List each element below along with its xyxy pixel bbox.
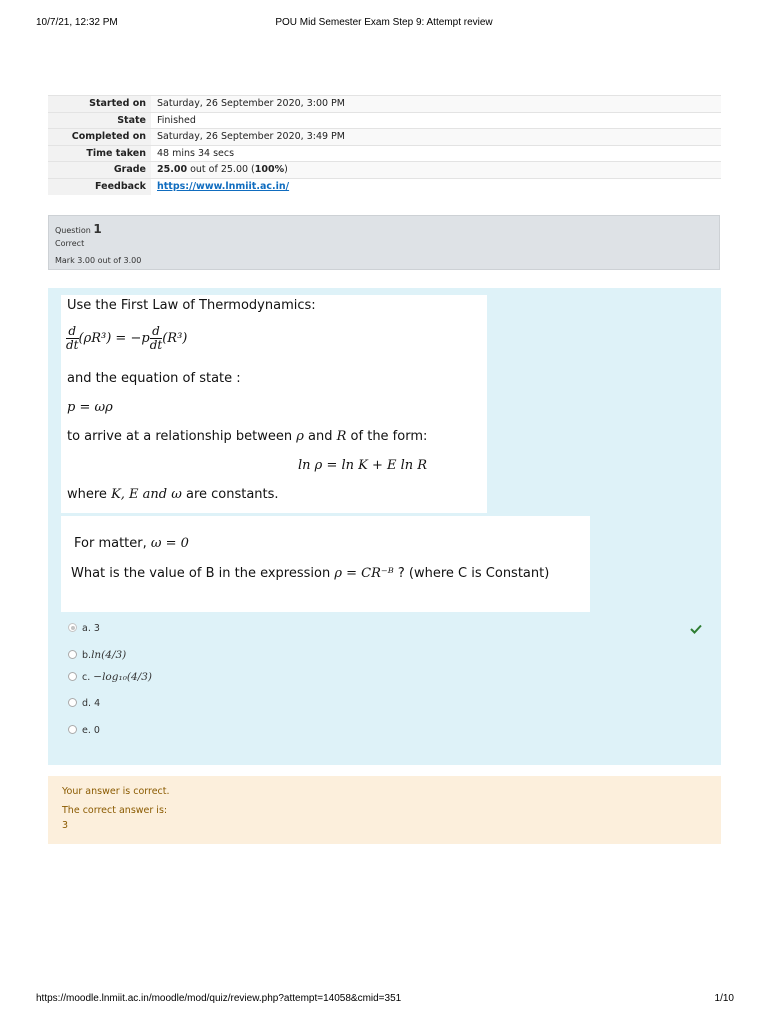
image1-equation-log-form: ln ρ = ln K + E ln R [298, 458, 428, 473]
option-text: 3 [93, 623, 100, 634]
derivative-fraction: $\frac{d}{dt}$ [66, 324, 79, 352]
summary-label: State [48, 112, 151, 129]
radio-icon[interactable] [68, 650, 77, 659]
feedback-status: Your answer is correct. [62, 786, 170, 797]
outcome-feedback-box [48, 776, 721, 844]
image1-line-equation-of-state: and the equation of state : [67, 371, 241, 386]
radio-selected-icon[interactable] [68, 623, 77, 632]
summary-row-grade [48, 162, 721, 179]
summary-value: 48 mins 34 secs [151, 145, 721, 162]
answer-option-e[interactable] [68, 724, 100, 738]
attempt-summary-table [48, 95, 721, 195]
option-letter: a. [82, 623, 91, 634]
question-number-value: 1 [93, 222, 102, 236]
summary-value: Saturday, 26 September 2020, 3:49 PM [151, 129, 721, 146]
summary-label: Completed on [48, 129, 151, 146]
grade-score: 25.00 [157, 164, 188, 176]
question-formulation [48, 288, 721, 765]
question-image-matter [61, 516, 590, 612]
grade-close: ) [284, 164, 288, 176]
answer-option-d[interactable] [68, 697, 100, 711]
option-letter: b. [82, 650, 92, 661]
summary-label: Time taken [48, 145, 151, 162]
summary-value: Saturday, 26 September 2020, 3:00 PM [151, 96, 721, 113]
radio-icon[interactable] [68, 672, 77, 681]
summary-label: Started on [48, 96, 151, 113]
correct-answer-value: 3 [62, 820, 69, 831]
correct-answer-label: The correct answer is: [62, 805, 168, 816]
grade-out-of: out of 25.00 ( [187, 164, 255, 176]
summary-label: Feedback [48, 178, 151, 195]
option-letter: c. [82, 672, 91, 683]
print-header [0, 17, 768, 31]
print-url: https://moodle.lnmiit.ac.in/moodle/mod/quiz/review.php?attempt=14058&cmid=351 [36, 993, 402, 1004]
option-text: 4 [94, 698, 101, 709]
option-text: −log₁₀(4/3) [93, 671, 152, 683]
image1-line-first-law: Use the First Law of Thermodynamics: [67, 298, 316, 313]
summary-row-feedback [48, 178, 721, 195]
option-text: ln(4/3) [91, 649, 127, 661]
image1-equation-first-law [66, 325, 187, 352]
image1-line-relationship: to arrive at a relationship between ρ and R of the form: [67, 429, 428, 444]
image1-equation-of-state: p = ωρ [67, 400, 113, 415]
print-title: POU Mid Semester Exam Step 9: Attempt review [275, 17, 493, 28]
option-text: 0 [93, 725, 100, 736]
image1-line-constants: where K, E and ω are constants. [67, 487, 279, 502]
image2-line-question: What is the value of B in the expression ρ = CR⁻ᴮ ? (where C is Constant) [71, 566, 550, 581]
radio-icon[interactable] [68, 698, 77, 707]
derivative-fraction: $\frac{d}{dt}$ [149, 324, 163, 352]
option-letter: e. [82, 725, 91, 736]
summary-value [151, 178, 721, 195]
question-label: Question [55, 226, 91, 235]
question-state: Correct [55, 239, 85, 248]
summary-row-started [48, 96, 721, 113]
print-footer [0, 993, 768, 1007]
question-info-box [48, 215, 720, 270]
question-mark: Mark 3.00 out of 3.00 [55, 256, 142, 265]
question-image-thermodynamics [61, 295, 487, 513]
summary-row-state [48, 112, 721, 129]
image2-line-matter: For matter, ω = 0 [74, 536, 189, 551]
feedback-link[interactable]: https://www.lnmiit.ac.in/ [157, 181, 290, 192]
print-datetime: 10/7/21, 12:32 PM [36, 17, 118, 28]
grade-percent: 100% [254, 164, 285, 176]
answer-option-b[interactable] [68, 648, 126, 662]
radio-icon[interactable] [68, 725, 77, 734]
summary-label: Grade [48, 162, 151, 179]
correct-check-icon [690, 624, 702, 634]
summary-value [151, 162, 721, 179]
equation-part: (ρR³) = −p [78, 331, 150, 346]
equation-part: (R³) [162, 331, 188, 346]
print-page-number: 1/10 [714, 993, 734, 1004]
summary-row-completed [48, 129, 721, 146]
question-number [55, 222, 102, 236]
answer-option-c[interactable] [68, 670, 152, 684]
summary-row-time-taken [48, 145, 721, 162]
answer-option-a[interactable] [68, 622, 100, 636]
option-letter: d. [82, 698, 92, 709]
summary-value: Finished [151, 112, 721, 129]
